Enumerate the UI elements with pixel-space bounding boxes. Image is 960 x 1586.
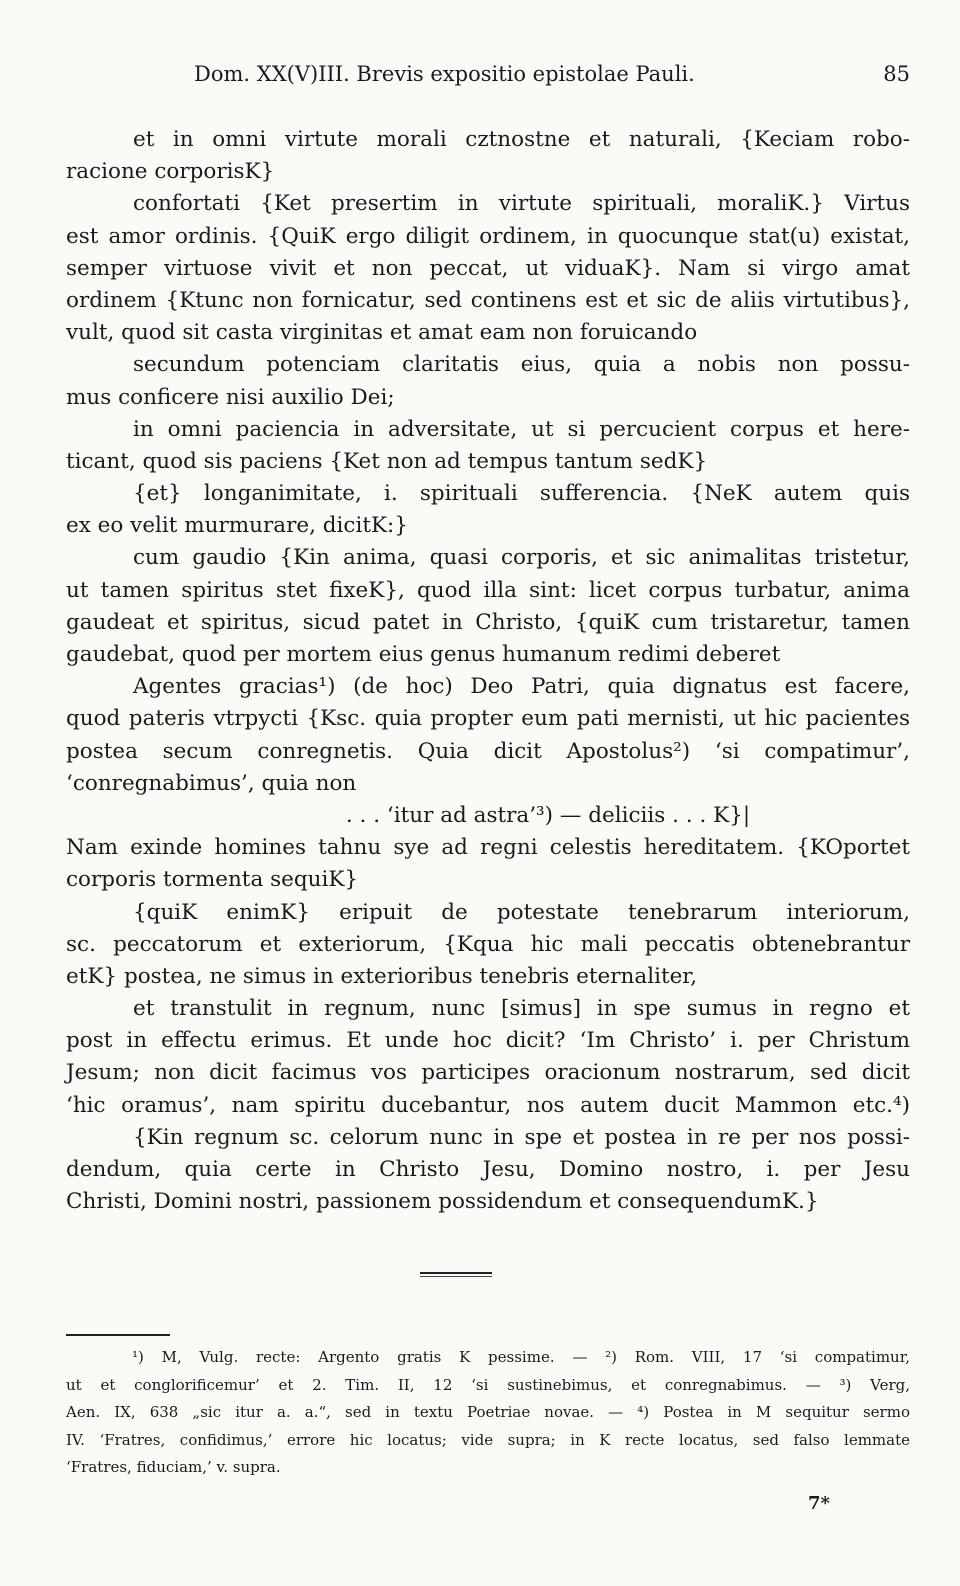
text-line: vult, quod sit casta virginitas et amat eam non foruicando xyxy=(66,320,698,346)
running-header xyxy=(66,62,910,92)
text-line: cum gaudio {Kin anima, quasi corporis, et sic animalitas tristetur, xyxy=(133,545,910,571)
text-line: Agentes gracias¹) (de hoc) Deo Patri, quia dignatus est facere, xyxy=(133,674,910,700)
signature-mark: 7* xyxy=(808,1493,830,1514)
footnote-line: ‘Fratres, fiduciam,’ v. supra. xyxy=(66,1458,281,1476)
text-line: secundum potenciam claritatis eius, quia a nobis non possu- xyxy=(133,352,910,378)
text-line: ‘conregnabimus’, quia non xyxy=(66,770,357,796)
footnotes xyxy=(66,1344,910,1482)
main-text xyxy=(66,124,910,1218)
footnote-line: IV. ‘Fratres, confidimus,’ errore hic locatus; vide supra; in K recte locatus, sed falso lemmate xyxy=(66,1430,910,1449)
text-line: semper virtuose vivit et non peccat, ut viduaK}. Nam si virgo amat xyxy=(66,255,910,281)
text-line: Jesum; non dicit facimus vos participes oracionum nostrarum, sed dicit xyxy=(66,1060,910,1086)
footnote-line: Aen. IX, 638 „sic itur a. a.“, sed in textu Poetriae novae. — ⁴) Postea in M sequitur sermo xyxy=(66,1403,910,1421)
text-line: {et} longanimitate, i. spirituali sufferencia. {NeK autem quis xyxy=(133,481,910,507)
text-line: est amor ordinis. {QuiK ergo diligit ordinem, in quocunque stat(u) existat, xyxy=(66,223,910,249)
text-line: gaudebat, quod per mortem eius genus humanum redimi deberet xyxy=(66,642,781,667)
text-line: corporis tormenta sequiK} xyxy=(66,867,359,893)
page-number: 85 xyxy=(883,62,910,86)
text-line: in omni paciencia in adversitate, ut si percucient corpus et here- xyxy=(133,416,910,442)
text-line: {quiK enimK} eripuit de potestate tenebrarum interiorum, xyxy=(133,899,910,925)
footnote-line: ut et conglorificemur’ et 2. Tim. II, 12 ‘si sustinebimus, et conregnabimus. — ³) Verg, xyxy=(66,1375,910,1394)
text-line: postea secum conregnetis. Quia dicit Apostolus²) ‘si compatimur’, xyxy=(66,738,910,764)
text-line: dendum, quia certe in Christo Jesu, Domino nostro, i. per Jesu xyxy=(66,1157,910,1182)
section-divider xyxy=(420,1272,492,1274)
text-line: sc. peccatorum et exteriorum, {Kqua hic mali peccatis obtenebrantur xyxy=(66,931,910,957)
text-line: racione corporisK} xyxy=(66,159,275,185)
text-line: . . . ‘itur ad astra’³) — deliciis . . . K}| xyxy=(345,802,751,828)
text-line: etK} postea, ne simus in exterioribus tenebris eternaliter, xyxy=(66,963,698,989)
text-line: quod pateris vtrpycti {Ksc. quia propter eum pati mernisti, ut hic pacientes xyxy=(66,706,910,732)
text-line: et in omni virtute morali cztnostne et naturali, {Keciam robo- xyxy=(133,127,910,152)
text-line: ordinem {Ktunc non fornicatur, sed continens est et sic de aliis virtutibus}, xyxy=(66,287,910,313)
text-line: Nam exinde homines tahnu sye ad regni celestis hereditatem. {KOportet xyxy=(66,835,910,861)
header-title: Dom. XX(V)III. Brevis expositio epistolae Pauli. xyxy=(194,62,695,86)
text-line: confortati {Ket presertim in virtute spirituali, moraliK.} Virtus xyxy=(133,191,910,217)
text-line: {Kin regnum sc. celorum nunc in spe et postea in re per nos possi- xyxy=(133,1124,910,1150)
text-line: et transtulit in regnum, nunc [simus] in spe sumus in regno et xyxy=(133,996,910,1022)
text-line: Christi, Domini nostri, passionem possidendum et consequendumK.} xyxy=(66,1189,819,1215)
text-line: ex eo velit murmurare, dicitK:} xyxy=(66,513,408,539)
footnote-rule xyxy=(66,1334,170,1336)
text-line: mus conficere nisi auxilio Dei; xyxy=(66,384,395,410)
text-line: post in effectu erimus. Et unde hoc dicit? ‘Im Christo’ i. per Christum xyxy=(66,1028,910,1054)
section-divider-underline xyxy=(420,1276,492,1277)
text-line: ticant, quod sis paciens {Ket non ad tempus tantum sedK} xyxy=(66,448,708,474)
text-line: ut tamen spiritus stet fixeK}, quod illa sint: licet corpus turbatur, anima xyxy=(66,577,910,603)
footnote-line: ¹) M, Vulg. recte: Argento gratis K pessime. — ²) Rom. VIII, 17 ‘si compatimur, xyxy=(132,1348,910,1366)
text-line: gaudeat et spiritus, sicud patet in Christo, {quiK cum tristaretur, tamen xyxy=(66,609,910,635)
text-line: ‘hic oramus’, nam spiritu ducebantur, nos autem ducit Mammon etc.⁴) xyxy=(66,1092,910,1118)
